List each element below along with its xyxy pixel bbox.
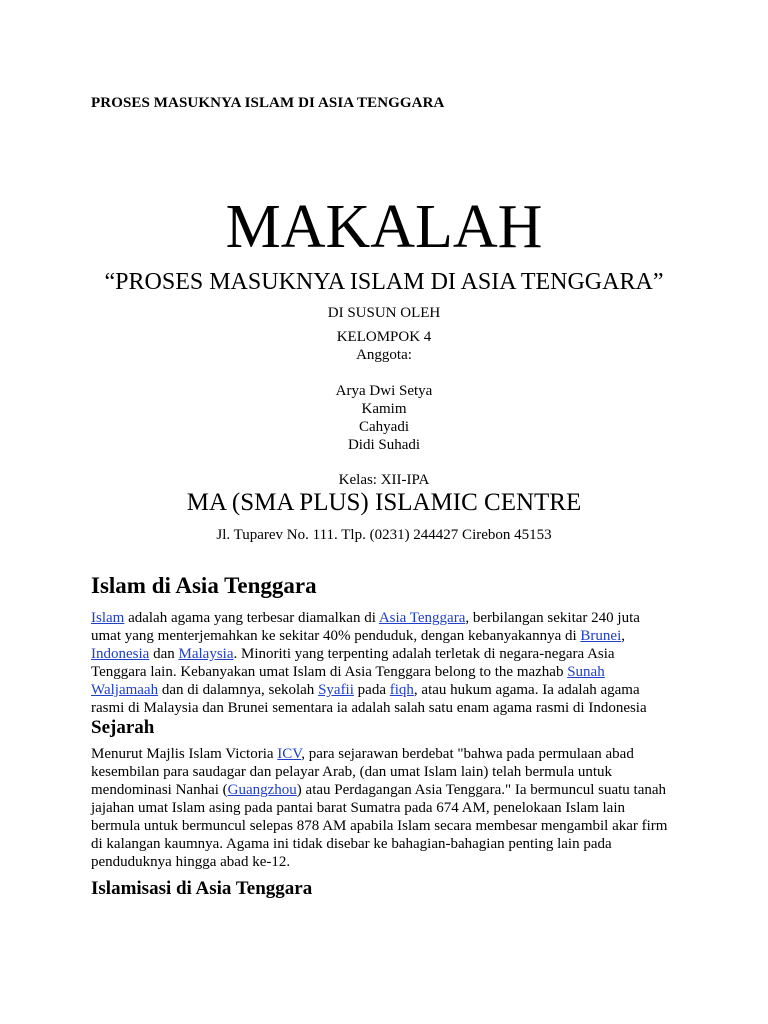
school-name: MA (SMA PLUS) ISLAMIC CENTRE [186, 489, 582, 516]
link-indonesia[interactable]: Indonesia [91, 646, 150, 662]
link-sunah-waljamaah[interactable]: Sunah Waljamaah [91, 664, 605, 698]
makalah-title: MAKALAH [225, 193, 543, 261]
author-label: DI SUSUN OLEH [327, 305, 441, 321]
paragraph-text: Menurut Majlis Islam Victoria [91, 746, 278, 762]
section-heading-sejarah: Sejarah [91, 717, 155, 738]
paragraph-text: , atau hukum agama. Ia adalah agama rasmi di Malaysia dan Brunei sementara ia adalah salah satu enam agama rasmi di Indonesia [91, 682, 647, 716]
paragraph-text: , berbilangan sekitar 240 juta umat yang menterjemahkan ke sekitar 40% penduduk, dengan kebanyakannya di [91, 610, 640, 644]
link-icv[interactable]: ICV [277, 746, 302, 762]
header-title: PROSES MASUKNYA ISLAM DI ASIA TENGGARA [91, 95, 445, 111]
member-name: Didi Suhadi [347, 437, 421, 453]
paragraph-text: . Minoriti yang terpenting adalah terletak di negara-negara Asia Tenggara lain. Kebanyakan umat Islam di Asia Tenggara belong to the mazhab [91, 646, 615, 680]
section-heading-islamisasi: Islamisasi di Asia Tenggara [91, 878, 313, 899]
paragraph-text: , [621, 628, 625, 644]
link-islam[interactable]: Islam [91, 610, 125, 626]
member-name: Cahyadi [359, 419, 409, 435]
link-brunei[interactable]: Brunei [580, 628, 622, 644]
school-address: Jl. Tuparev No. 111. Tlp. (0231) 244427 Cirebon 45153 [216, 527, 552, 543]
link-guangzhou[interactable]: Guangzhou [227, 782, 297, 798]
paragraph-text: ) atau Perdagangan Asia Tenggara." Ia bermuncul suatu tanah jajahan umat Islam asing pada pantai barat Sumatra pada 674 AM, penelokaan Islam lain bermula untuk bermuncul selepas 878 AM apabila Islam secara membesar mengambil akar firm di kalangan kaumnya. Agama ini tidak disebar ke bahagian-bahagian penting lain pada penduduknya hingga abad ke-12. [91, 782, 668, 870]
paragraph-text: adalah agama yang terbesar diamalkan di [124, 610, 379, 626]
link-syafii[interactable]: Syafii [318, 682, 354, 698]
link-malaysia[interactable]: Malaysia [178, 646, 234, 662]
paragraph-text: dan [149, 646, 179, 662]
paragraph-text: pada [353, 682, 390, 698]
member-name: Kamim [361, 401, 407, 417]
section-paragraph-islam-asia [91, 609, 671, 717]
document-subtitle: “PROSES MASUKNYA ISLAM DI ASIA TENGGARA” [104, 269, 664, 295]
section-paragraph-sejarah [91, 745, 671, 871]
members-label: Anggota: [356, 347, 412, 363]
section-heading-islam-asia: Islam di Asia Tenggara [91, 573, 317, 598]
paragraph-text: , para sejarawan berdebat "bahwa pada permulaan abad kesembilan para saudagar dan pelayar Arab, (dan umat Islam lain) telah bermula untuk mendominasi Nanhai ( [91, 746, 634, 798]
link-fiqh[interactable]: fiqh [389, 682, 414, 698]
link-asia-tenggara[interactable]: Asia Tenggara [378, 610, 466, 626]
paragraph-text: dan di dalamnya, sekolah [158, 682, 319, 698]
group-label: KELOMPOK 4 [336, 329, 432, 345]
class-label: Kelas: XII-IPA [338, 472, 430, 488]
member-name: Arya Dwi Setya [335, 383, 433, 399]
